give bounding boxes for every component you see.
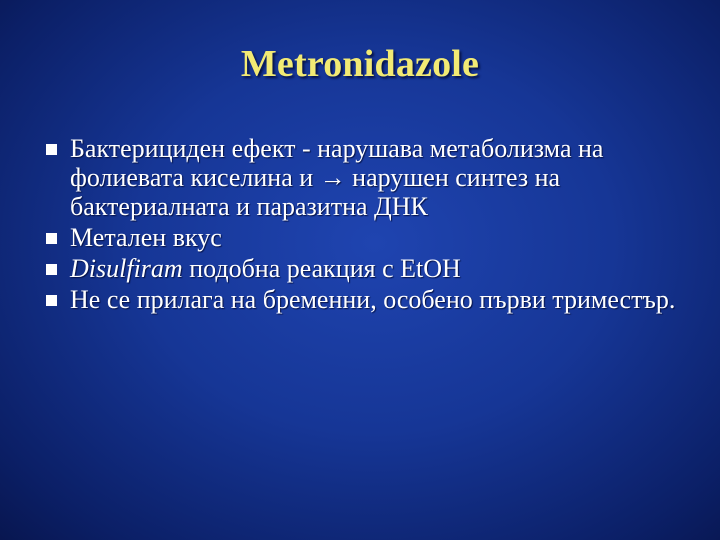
square-bullet-icon xyxy=(46,264,57,275)
bullet-item-pregnancy-contraindication xyxy=(46,285,696,314)
bullet-text: Бактерициден ефект - нарушава метаболизма на фолиевата киселина и → нарушен синтез на бактериалната и паразитна ДНК xyxy=(70,134,604,221)
square-bullet-icon xyxy=(46,233,57,244)
bullet-text: подобна реакция с EtOH xyxy=(182,254,461,283)
bullet-item-disulfiram-reaction xyxy=(46,254,696,283)
square-bullet-icon xyxy=(46,295,57,306)
bullet-list xyxy=(46,134,696,316)
bullet-item-bactericidal-effect xyxy=(46,134,696,221)
slide-title: Metronidazole xyxy=(240,43,480,85)
bullet-text: Не се прилага на бременни, особено първи триместър. xyxy=(70,285,676,314)
bullet-italic-term: Disulfiram xyxy=(70,254,183,283)
bullet-text: Метален вкус xyxy=(70,223,222,252)
square-bullet-icon xyxy=(46,144,57,155)
bullet-item-metallic-taste xyxy=(46,223,696,252)
